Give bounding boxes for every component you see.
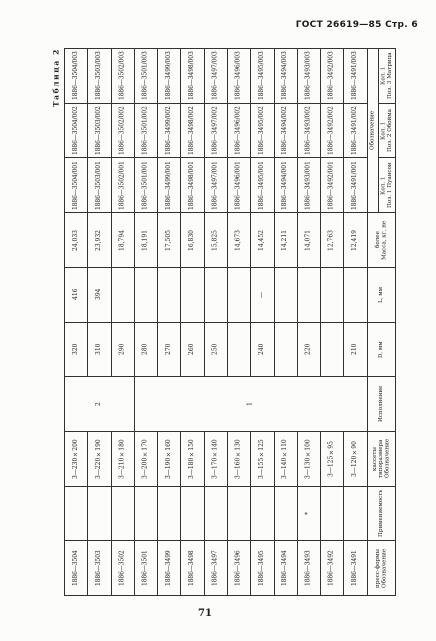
- table-row: [88, 49, 111, 596]
- pos2-cell: 1886—3495/002: [251, 103, 274, 158]
- mass-cell: 15,825: [204, 213, 227, 268]
- press-form-cell: 1886—3493: [297, 541, 320, 596]
- applicability-cell: [181, 486, 204, 541]
- l-cell: [297, 267, 320, 322]
- d-cell: 250: [204, 322, 227, 377]
- variant-cell: 1: [134, 377, 367, 432]
- col-header-press-form: Обозначение пресс-формы: [367, 541, 395, 596]
- table-body: [65, 49, 368, 596]
- d-cell: 310: [88, 322, 111, 377]
- col-header-pos2: Поз. 2 Обойма Кол. 1: [378, 103, 395, 158]
- pos1-cell: 1886—3496/001: [227, 158, 250, 213]
- col-header-cassette: Обозначение типоразмера кассеты: [367, 431, 395, 486]
- pos2-cell: 1886—3503/002: [88, 103, 111, 158]
- pos1-cell: 1886—3491/001: [344, 158, 367, 213]
- cassette-cell: 3—180×150: [181, 431, 204, 486]
- d-cell: 280: [134, 322, 157, 377]
- pos3-cell: 1886—3504/003: [65, 49, 88, 104]
- pos3-cell: 1886—3496/003: [227, 49, 250, 104]
- pos3-cell: 1886—3503/003: [88, 49, 111, 104]
- l-cell: —: [251, 267, 274, 322]
- press-form-cell: 1886—3501: [134, 541, 157, 596]
- applicability-cell: [88, 486, 111, 541]
- pos3-cell: 1886—3497/003: [204, 49, 227, 104]
- col-header-applicability: Применяемость: [367, 486, 395, 541]
- applicability-cell: [65, 486, 88, 541]
- l-cell: [274, 267, 297, 322]
- pos2-cell: 1886—3498/002: [181, 103, 204, 158]
- pos2-cell: 1886—3501/002: [134, 103, 157, 158]
- col-header-d: D, мм: [367, 322, 395, 377]
- applicability-cell: [227, 486, 250, 541]
- press-form-cell: 1886—3504: [65, 541, 88, 596]
- pos3-cell: 1886—3494/003: [274, 49, 297, 104]
- cassette-cell: 3—220×190: [88, 431, 111, 486]
- col-header-designation: Обозначение: [367, 49, 378, 213]
- mass-cell: 14,452: [251, 213, 274, 268]
- pos1-cell: 1886—3501/001: [134, 158, 157, 213]
- d-cell: [227, 322, 250, 377]
- cassette-cell: 3—140×110: [274, 431, 297, 486]
- l-cell: [321, 267, 344, 322]
- cassette-cell: 3—230×200: [65, 431, 88, 486]
- mass-cell: 12,419: [344, 213, 367, 268]
- pos1-cell: 1886—3492/001: [321, 158, 344, 213]
- cassette-cell: 3—200×170: [134, 431, 157, 486]
- press-form-cell: 1886—3502: [111, 541, 134, 596]
- pos2-cell: 1886—3491/002: [344, 103, 367, 158]
- mass-cell: 14,071: [297, 213, 320, 268]
- specification-table: [64, 48, 396, 596]
- press-form-cell: 1886—3492: [321, 541, 344, 596]
- applicability-cell: *: [297, 486, 320, 541]
- pos1-cell: 1886—3502/001: [111, 158, 134, 213]
- table-row: [344, 49, 367, 596]
- cassette-cell: 3—120×90: [344, 431, 367, 486]
- pos2-cell: 1886—3492/002: [321, 103, 344, 158]
- col-header-mass: Масса, кг, не более: [367, 213, 395, 268]
- pos3-cell: 1886—3495/003: [251, 49, 274, 104]
- pos2-cell: 1886—3497/002: [204, 103, 227, 158]
- press-form-cell: 1886—3496: [227, 541, 250, 596]
- applicability-cell: [134, 486, 157, 541]
- pos3-cell: 1886—3492/003: [321, 49, 344, 104]
- table-row: [297, 49, 320, 596]
- table-row: [321, 49, 344, 596]
- d-cell: 260: [181, 322, 204, 377]
- pos3-cell: 1886—3491/003: [344, 49, 367, 104]
- l-cell: [181, 267, 204, 322]
- cassette-cell: 3—130×100: [297, 431, 320, 486]
- mass-cell: 14,673: [227, 213, 250, 268]
- applicability-cell: [321, 486, 344, 541]
- pos3-cell: 1886—3502/003: [111, 49, 134, 104]
- press-form-cell: 1886—3495: [251, 541, 274, 596]
- pos1-cell: 1886—3503/001: [88, 158, 111, 213]
- pos1-cell: 1886—3504/001: [65, 158, 88, 213]
- applicability-cell: [344, 486, 367, 541]
- variant-cell: 2: [65, 377, 135, 432]
- l-cell: 394: [88, 267, 111, 322]
- l-cell: [158, 267, 181, 322]
- d-cell: 220: [297, 322, 320, 377]
- pos3-cell: 1886—3498/003: [181, 49, 204, 104]
- cassette-cell: 3—210×180: [111, 431, 134, 486]
- pos1-cell: 1886—3497/001: [204, 158, 227, 213]
- cassette-cell: 3—190×160: [158, 431, 181, 486]
- col-header-l: L, мм: [367, 267, 395, 322]
- l-cell: [344, 267, 367, 322]
- l-cell: [227, 267, 250, 322]
- table-row: [134, 49, 157, 596]
- press-form-cell: 1886—3503: [88, 541, 111, 596]
- pos2-cell: 1886—3493/002: [297, 103, 320, 158]
- press-form-cell: 1886—3494: [274, 541, 297, 596]
- l-cell: [134, 267, 157, 322]
- pos3-cell: 1886—3499/003: [158, 49, 181, 104]
- press-form-cell: 1886—3499: [158, 541, 181, 596]
- table-row: [181, 49, 204, 596]
- pos1-cell: 1886—3499/001: [158, 158, 181, 213]
- table-row: [111, 49, 134, 596]
- applicability-cell: [204, 486, 227, 541]
- mass-cell: 23,932: [88, 213, 111, 268]
- page-number: 71: [198, 608, 212, 619]
- cassette-cell: 3—155×125: [251, 431, 274, 486]
- press-form-cell: 1886—3498: [181, 541, 204, 596]
- table-row: [65, 49, 88, 596]
- pos1-cell: 1886—3494/001: [274, 158, 297, 213]
- mass-cell: 17,505: [158, 213, 181, 268]
- table-row: [274, 49, 297, 596]
- pos2-cell: 1886—3504/002: [65, 103, 88, 158]
- pos1-cell: 1886—3493/001: [297, 158, 320, 213]
- cassette-cell: 3—125×95: [321, 431, 344, 486]
- pos2-cell: 1886—3496/002: [227, 103, 250, 158]
- mass-cell: 14,211: [274, 213, 297, 268]
- table-row: [158, 49, 181, 596]
- d-cell: 210: [344, 322, 367, 377]
- applicability-cell: [111, 486, 134, 541]
- press-form-cell: 1886—3491: [344, 541, 367, 596]
- d-cell: 270: [158, 322, 181, 377]
- d-cell: 240: [251, 322, 274, 377]
- page-header: ГОСТ 26619—85 Стр. 6: [295, 20, 418, 30]
- col-header-pos1: Поз. 1 Пуансон Кол. 1: [378, 158, 395, 213]
- mass-cell: 18,191: [134, 213, 157, 268]
- mass-cell: 16,830: [181, 213, 204, 268]
- press-form-cell: 1886—3497: [204, 541, 227, 596]
- applicability-cell: [274, 486, 297, 541]
- col-header-variant: Исполнение: [367, 377, 395, 432]
- pos1-cell: 1886—3498/001: [181, 158, 204, 213]
- d-cell: [321, 322, 344, 377]
- pos2-cell: 1886—3499/002: [158, 103, 181, 158]
- mass-cell: 12,763: [321, 213, 344, 268]
- col-header-pos3: Поз. 3 Матрица Кол. 1: [378, 49, 395, 104]
- pos2-cell: 1886—3502/002: [111, 103, 134, 158]
- l-cell: 416: [65, 267, 88, 322]
- pos3-cell: 1886—3493/003: [297, 49, 320, 104]
- table-title: Таблица 2: [51, 48, 61, 107]
- table-row: [204, 49, 227, 596]
- table-row: [251, 49, 274, 596]
- d-cell: 290: [111, 322, 134, 377]
- table-row: [227, 49, 250, 596]
- cassette-cell: 3—160×130: [227, 431, 250, 486]
- cassette-cell: 3—170×140: [204, 431, 227, 486]
- mass-cell: 18,794: [111, 213, 134, 268]
- applicability-cell: [158, 486, 181, 541]
- pos2-cell: 1886—3494/002: [274, 103, 297, 158]
- d-cell: 320: [65, 322, 88, 377]
- pos1-cell: 1886—3495/001: [251, 158, 274, 213]
- d-cell: [274, 322, 297, 377]
- l-cell: [111, 267, 134, 322]
- applicability-cell: [251, 486, 274, 541]
- mass-cell: 24,033: [65, 213, 88, 268]
- pos3-cell: 1886—3501/003: [134, 49, 157, 104]
- l-cell: [204, 267, 227, 322]
- rotated-table-area: [50, 48, 398, 596]
